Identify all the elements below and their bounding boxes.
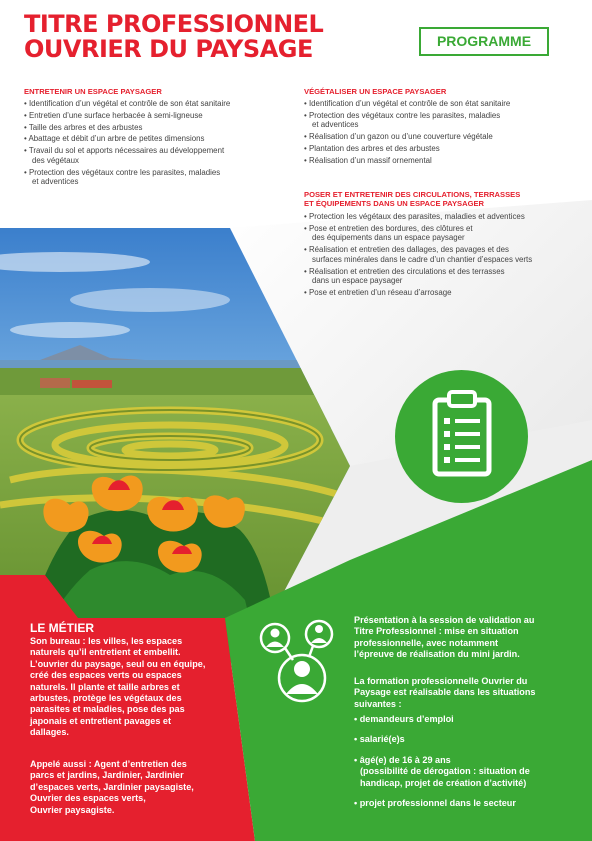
- list-item-line: • projet professionnel dans le secteur: [354, 798, 582, 809]
- text-line: d’espaces verts, Jardinier paysagiste,: [30, 781, 194, 792]
- text-line: naturels qu’il entretient et embellit.: [30, 647, 181, 658]
- section-title-line: POSER ET ENTRETENIR DES CIRCULATIONS, TERRASSES: [304, 190, 521, 199]
- audience-list: [354, 714, 582, 818]
- section-title-line: ENTRETENIR UN ESPACE PAYSAGER: [24, 87, 162, 96]
- list-item: [24, 111, 294, 121]
- metier-heading: LE MÉTIER: [30, 621, 95, 635]
- clipboard-checklist-icon: [395, 370, 528, 503]
- list-item-line: • Plantation des arbres et des arbustes: [304, 144, 584, 154]
- list-item-line: • Réalisation et entretien des dallages, des pavages et des: [304, 245, 584, 255]
- text-line: Paysage est réalisable dans les situations: [354, 687, 536, 698]
- section-list-vegetaliser: [304, 99, 584, 168]
- section-title-entretenir: [24, 87, 162, 96]
- list-item-line: des végétaux: [32, 155, 79, 165]
- programme-badge: PROGRAMME: [419, 27, 549, 56]
- list-item-line: • Travail du sol et apports nécessaires au développement: [24, 146, 294, 156]
- section-list-circulations: [304, 212, 584, 300]
- title-line: TITRE PROFESSIONNEL: [24, 10, 324, 38]
- text-line: professionnelle, avec notamment: [354, 637, 499, 648]
- list-item: [24, 99, 294, 109]
- formation-intro: [354, 676, 582, 710]
- text-line: Ouvrier des espaces verts,: [30, 793, 146, 804]
- text-line: Titre Professionnel : mise en situation: [354, 626, 519, 637]
- text-line: japonais et entretient pavages et: [30, 715, 171, 726]
- section-title-vegetaliser: [304, 87, 446, 96]
- page-title: [24, 12, 404, 62]
- text-line: La formation professionnelle Ouvrier du: [354, 676, 528, 686]
- list-item-line: et adventices: [312, 120, 359, 130]
- list-item: [354, 755, 582, 789]
- list-item: [304, 224, 584, 243]
- list-item-line: • Pose et entretien d’un réseau d’arrosage: [304, 288, 584, 298]
- list-item-line: • Abattage et débit d’un arbre de petites dimensions: [24, 134, 294, 144]
- list-item: [354, 734, 582, 745]
- text-line: suivantes :: [354, 698, 402, 709]
- section-title-line: ET ÉQUIPEMENTS DANS UN ESPACE PAYSAGER: [304, 199, 485, 208]
- section-title-circulations: [304, 190, 520, 208]
- list-item: [24, 123, 294, 133]
- title-line: OUVRIER DU PAYSAGE: [24, 35, 313, 63]
- list-item-line: • Réalisation d’un gazon ou d’une couverture végétale: [304, 132, 584, 142]
- list-item-line: • Identification d’un végétal et contrôle de son état sanitaire: [24, 99, 294, 109]
- text-line: Appelé aussi : Agent d’entretien des: [30, 759, 187, 769]
- metier-description: [30, 636, 245, 739]
- section-list-entretenir: [24, 99, 294, 189]
- list-item-line: • Entretien d’une surface herbacée à semi-ligneuse: [24, 111, 294, 121]
- list-item: [24, 134, 294, 144]
- list-item-line: • demandeurs d’emploi: [354, 714, 582, 725]
- text-line: parcs et jardins, Jardinier, Jardinier: [30, 770, 184, 781]
- list-item: [304, 212, 584, 222]
- list-item-line: des équipements dans un espace paysager: [312, 233, 465, 243]
- list-item-line: handicap, projet de création d’activité): [360, 777, 527, 788]
- list-item: [304, 245, 584, 264]
- list-item: [304, 99, 584, 109]
- list-item: [304, 267, 584, 286]
- list-item-line: (possibilité de dérogation : situation de: [360, 766, 530, 777]
- people-network-icon: [255, 616, 349, 708]
- text-line: créé des espaces verts ou espaces: [30, 670, 182, 681]
- list-item-line: • salarié(e)s: [354, 734, 582, 745]
- list-item-line: • Protection les végétaux des parasites, maladies et adventices: [304, 212, 584, 222]
- text-line: L’ouvrier du paysage, seul ou en équipe,: [30, 658, 206, 669]
- list-item: [304, 144, 584, 154]
- list-item: [304, 156, 584, 166]
- list-item-line: • Taille des arbres et des arbustes: [24, 123, 294, 133]
- text-line: parasites et maladies, pose des pas: [30, 704, 185, 715]
- text-line: Ouvrier paysagiste.: [30, 804, 115, 815]
- text-line: Présentation à la session de validation au: [354, 615, 535, 625]
- list-item: [304, 111, 584, 130]
- list-item: [304, 132, 584, 142]
- list-item-line: • Réalisation et entretien des circulations et des terrasses: [304, 267, 584, 277]
- list-item-line: et adventices: [32, 177, 79, 187]
- list-item: [24, 146, 294, 165]
- list-item: [24, 168, 294, 187]
- list-item: [354, 798, 582, 809]
- list-item-line: • âgé(e) de 16 à 29 ans: [354, 755, 582, 766]
- text-line: Son bureau : les villes, les espaces: [30, 636, 183, 646]
- section-title-line: VÉGÉTALISER UN ESPACE PAYSAGER: [304, 87, 447, 96]
- list-item-line: • Pose et entretien des bordures, des clôtures et: [304, 224, 584, 234]
- metier-also-called: [30, 759, 245, 816]
- validation-presentation: [354, 615, 579, 661]
- list-item-line: • Protection des végétaux contre les parasites, maladies: [304, 111, 584, 121]
- list-item-line: • Protection des végétaux contre les parasites, maladies: [24, 168, 294, 178]
- list-item-line: • Réalisation d’un massif ornemental: [304, 156, 584, 166]
- list-item: [354, 714, 582, 725]
- text-line: l’épreuve de réalisation du mini jardin.: [354, 649, 520, 660]
- list-item-line: • Identification d’un végétal et contrôle de son état sanitaire: [304, 99, 584, 109]
- text-line: naturels. Il plante et taille arbres et: [30, 681, 180, 692]
- list-item-line: dans un espace paysager: [312, 276, 403, 286]
- list-item: [304, 288, 584, 298]
- list-item-line: surfaces minérales dans le cadre d’un chantier d’espaces verts: [312, 254, 533, 264]
- text-line: arbustes, protège les végétaux des: [30, 693, 182, 704]
- text-line: dallages.: [30, 727, 69, 738]
